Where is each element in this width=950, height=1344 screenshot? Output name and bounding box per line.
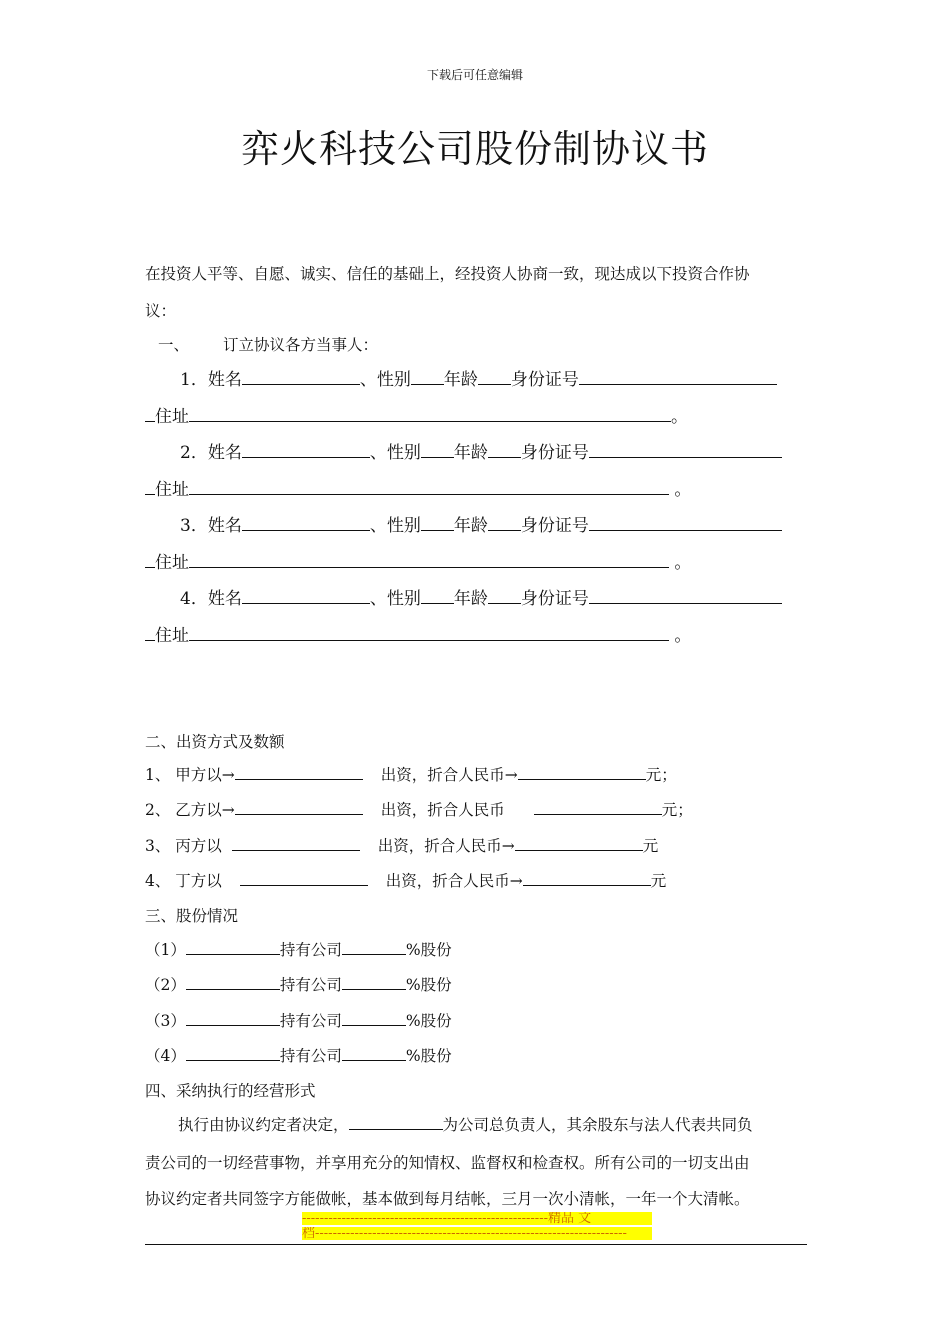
contribution-unit: 元； <box>661 801 693 819</box>
name-label: 姓名 <box>207 443 242 463</box>
address-label: 住址 <box>155 553 189 573</box>
section-4-heading: 四、采纳执行的经营形式 <box>145 1082 316 1100</box>
id-label: 身份证号 <box>520 443 589 463</box>
shareholder-blank[interactable] <box>186 1044 280 1061</box>
name-blank[interactable] <box>242 368 360 385</box>
contribution-row-4 <box>145 869 666 891</box>
name-blank[interactable] <box>242 587 370 604</box>
share-number: （1） <box>145 941 186 959</box>
age-blank[interactable] <box>488 587 521 604</box>
age-blank[interactable] <box>478 368 511 385</box>
contribution-method-blank[interactable] <box>235 763 363 780</box>
contribution-amount-blank[interactable] <box>523 869 651 886</box>
party-2-line <box>180 438 782 463</box>
id-label: 身份证号 <box>510 370 579 390</box>
gender-blank[interactable] <box>411 368 444 385</box>
share-percent-blank[interactable] <box>342 973 406 990</box>
share-mid: 持有公司 <box>279 1012 342 1030</box>
id-blank[interactable] <box>589 587 782 604</box>
id-blank[interactable] <box>589 441 782 458</box>
name-label: 姓名 <box>207 516 242 536</box>
footer-highlight-line-1: --------------------------------------------------------精品 文 <box>302 1212 652 1225</box>
document-title: 弈火科技公司股份制协议书 <box>240 127 709 171</box>
party-1-line <box>180 365 777 390</box>
contribution-label: 3、 丙方以 <box>145 837 222 855</box>
section-4-line-2: 责公司的一切经营事物，并享用充分的知情权、监督权和检查权。所有公司的一切支出由 <box>145 1154 750 1172</box>
shareholder-blank[interactable] <box>186 1009 280 1026</box>
contribution-label: 4、 丁方以 <box>145 872 222 890</box>
share-number: （3） <box>145 1012 186 1030</box>
period: 。 <box>669 480 692 500</box>
contribution-unit: 元； <box>645 766 677 784</box>
share-mid: 持有公司 <box>279 941 342 959</box>
share-unit: %股份 <box>405 1047 452 1065</box>
party-3-line <box>180 511 782 536</box>
share-row-4 <box>145 1044 452 1066</box>
contribution-row-3 <box>145 834 658 856</box>
share-percent-blank[interactable] <box>342 938 406 955</box>
intro-line-1: 在投资人平等、自愿、诚实、信任的基础上，经投资人协商一致，现达成以下投资合作协 <box>145 265 750 283</box>
address-label: 住址 <box>155 626 189 646</box>
address-prefix-blank[interactable] <box>145 624 155 641</box>
share-unit: %股份 <box>405 976 452 994</box>
party-2-address-line <box>145 475 691 500</box>
age-label: 年龄 <box>453 589 488 609</box>
gender-blank[interactable] <box>421 514 454 531</box>
contribution-amount-blank[interactable] <box>515 834 643 851</box>
period: 。 <box>671 407 688 427</box>
age-label: 年龄 <box>453 516 488 536</box>
contribution-unit: 元 <box>642 837 659 855</box>
address-label: 住址 <box>155 480 189 500</box>
age-blank[interactable] <box>488 514 521 531</box>
contribution-mid: 出资，折合人民币→ <box>377 837 515 855</box>
party-number: 2． <box>180 443 208 463</box>
section-4-line-1 <box>178 1113 753 1135</box>
contribution-method-blank[interactable] <box>235 798 363 815</box>
contribution-amount-blank[interactable] <box>518 763 646 780</box>
section-2-heading: 二、出资方式及数额 <box>145 733 285 751</box>
age-blank[interactable] <box>488 441 521 458</box>
id-blank[interactable] <box>589 514 782 531</box>
contribution-label: 1、 甲方以→ <box>145 766 235 784</box>
shareholder-blank[interactable] <box>186 973 280 990</box>
share-number: （2） <box>145 976 186 994</box>
share-mid: 持有公司 <box>279 976 342 994</box>
name-blank[interactable] <box>242 514 370 531</box>
gender-label: 、性别 <box>369 516 421 536</box>
contribution-method-blank[interactable] <box>240 869 368 886</box>
party-3-address-line <box>145 548 691 573</box>
para-text-a: 执行由协议约定者决定， <box>178 1116 349 1134</box>
header-note: 下载后可任意编辑 <box>426 68 523 82</box>
section-1-heading <box>158 333 378 355</box>
address-blank[interactable] <box>189 405 671 422</box>
share-unit: %股份 <box>405 941 452 959</box>
contribution-row-2 <box>145 798 693 820</box>
address-prefix-blank[interactable] <box>145 478 155 495</box>
section-4-line-3: 协议约定者共同签字方能做帐，基本做到每月结帐，三月一次小清帐，一年一个大清帐。 <box>145 1190 750 1208</box>
share-number: （4） <box>145 1047 186 1065</box>
section-1-number: 一、 <box>158 336 190 354</box>
footer-highlight-line-2: 档----------------------------------------------------------------------- <box>302 1227 652 1240</box>
contribution-unit: 元 <box>650 872 667 890</box>
address-blank[interactable] <box>189 551 669 568</box>
contribution-label: 2、 乙方以→ <box>145 801 235 819</box>
shareholder-blank[interactable] <box>186 938 280 955</box>
age-label: 年龄 <box>443 370 478 390</box>
gender-label: 、性别 <box>369 589 421 609</box>
contribution-mid: 出资，折合人民币→ <box>380 766 518 784</box>
share-row-3 <box>145 1009 452 1031</box>
party-1-address-line <box>145 402 688 427</box>
contribution-row-1 <box>145 763 677 785</box>
name-label: 姓名 <box>207 589 242 609</box>
gender-label: 、性别 <box>369 443 421 463</box>
responsible-person-blank[interactable] <box>349 1113 443 1130</box>
share-unit: %股份 <box>405 1012 452 1030</box>
id-blank[interactable] <box>579 368 777 385</box>
name-label: 姓名 <box>207 370 242 390</box>
section-3-heading: 三、股份情况 <box>145 907 239 925</box>
id-label: 身份证号 <box>520 516 589 536</box>
gender-blank[interactable] <box>421 587 454 604</box>
intro-line-2: 议： <box>145 302 177 320</box>
share-percent-blank[interactable] <box>342 1009 406 1026</box>
age-label: 年龄 <box>453 443 488 463</box>
contribution-mid: 出资，折合人民币 <box>380 801 505 819</box>
contribution-method-blank[interactable] <box>232 834 360 851</box>
id-label: 身份证号 <box>520 589 589 609</box>
party-4-address-line <box>145 621 691 646</box>
period: 。 <box>669 626 692 646</box>
party-number: 4． <box>180 589 208 609</box>
gender-blank[interactable] <box>421 441 454 458</box>
address-blank[interactable] <box>189 624 669 641</box>
address-prefix-blank[interactable] <box>145 405 155 422</box>
share-mid: 持有公司 <box>279 1047 342 1065</box>
gender-label: 、性别 <box>359 370 411 390</box>
party-number: 1． <box>180 370 208 390</box>
para-text-b: 为公司总负责人，其余股东与法人代表共同负 <box>442 1116 753 1134</box>
name-blank[interactable] <box>242 441 370 458</box>
address-blank[interactable] <box>189 478 669 495</box>
share-percent-blank[interactable] <box>342 1044 406 1061</box>
contribution-mid: 出资，折合人民币→ <box>385 872 523 890</box>
share-row-2 <box>145 973 452 995</box>
address-prefix-blank[interactable] <box>145 551 155 568</box>
footer-rule <box>145 1244 807 1245</box>
period: 。 <box>669 553 692 573</box>
address-label: 住址 <box>155 407 189 427</box>
party-4-line <box>180 584 782 609</box>
share-row-1 <box>145 938 452 960</box>
contribution-amount-blank[interactable] <box>534 798 662 815</box>
section-1-text: 订立协议各方当事人： <box>223 336 379 354</box>
party-number: 3． <box>180 516 208 536</box>
